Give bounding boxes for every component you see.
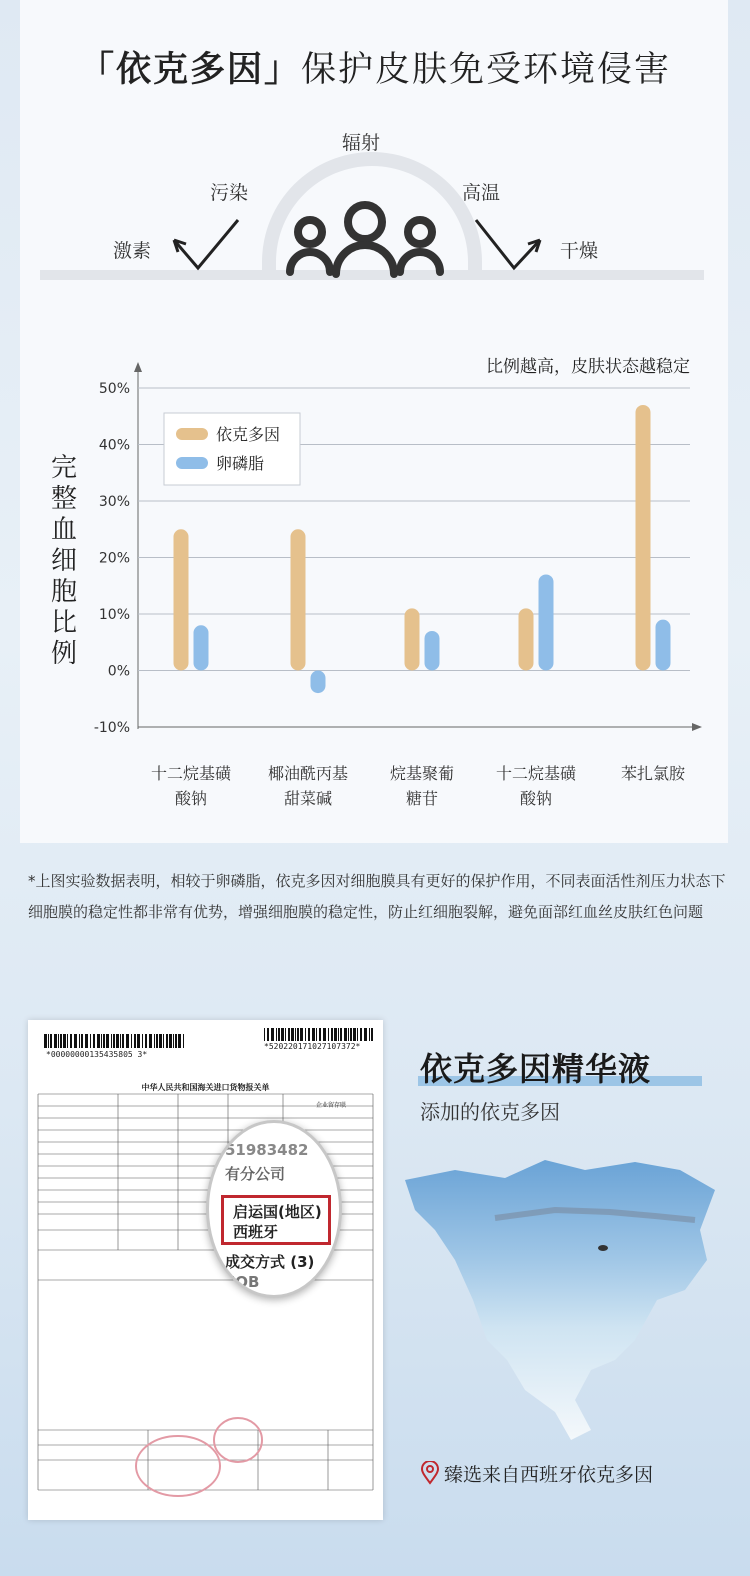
x-axis-arrow — [692, 723, 702, 731]
barcode-bar — [328, 1028, 329, 1041]
bar-lecithin — [425, 631, 440, 671]
barcode-bar — [111, 1034, 112, 1048]
barcode-bar — [58, 1034, 59, 1048]
bar-lecithin — [194, 625, 209, 670]
bar-ectoin — [291, 529, 306, 670]
y-tick-label: -10% — [93, 720, 130, 736]
barcode-bar — [145, 1034, 147, 1048]
footnote: *上图实验数据表明，相较于卵磷脂，依克多因对细胞膜具有更好的保护作用，不同表面活性剂压力状态下细胞膜的稳定性都非常有优势，增强细胞膜的稳定性，防止红细胞裂解，避免面部红血丝皮肤红色问题 — [28, 872, 726, 921]
barcode-bar — [353, 1028, 356, 1041]
y-axis-label-char: 细 — [50, 546, 78, 576]
magnifier-line-5: 成交方式 (3) — [225, 1253, 315, 1271]
barcode-bar — [156, 1034, 158, 1048]
barcode-right-number: *520220171027107372* — [264, 1042, 361, 1051]
x-tick-label: 糖苷 — [405, 789, 439, 808]
y-tick-label: 40% — [98, 437, 130, 454]
legend-label: 依克多因 — [216, 425, 281, 444]
headline-rest: 保护皮肤免受环境侵害 — [301, 50, 672, 90]
legend-box — [164, 413, 300, 485]
continent-shape — [405, 1160, 715, 1440]
origin-line — [420, 1460, 653, 1487]
barcode-bar — [285, 1028, 286, 1041]
barcode-bar — [319, 1028, 321, 1041]
barcode-bar — [154, 1034, 155, 1048]
north-america-map — [395, 1140, 725, 1440]
barcode-bar — [308, 1028, 310, 1041]
barcode-bar — [338, 1028, 339, 1041]
barcode-bar — [316, 1028, 317, 1041]
magnifier-line-1: 51983482 — [225, 1141, 309, 1159]
magnifier-line-3: 启运国(地区) — [233, 1203, 322, 1221]
barcode-bar — [106, 1034, 109, 1048]
barcode-bar — [85, 1034, 88, 1048]
customs-document — [28, 1020, 383, 1520]
barcode-bar — [173, 1034, 174, 1048]
magnifier-lens — [206, 1120, 342, 1298]
barcode-bar — [350, 1028, 352, 1041]
y-tick-label: 0% — [107, 663, 130, 680]
legend-swatch — [176, 428, 208, 440]
document-graphics — [28, 1020, 383, 1520]
barcode-bar — [79, 1034, 80, 1048]
y-tick-label: 20% — [98, 550, 130, 567]
barcode-bar — [137, 1034, 140, 1048]
magnifier-line-2: 有分公司 — [225, 1165, 286, 1183]
barcode-bar — [348, 1028, 349, 1041]
threat-dryness: 干燥 — [560, 240, 599, 262]
barcode-bar — [48, 1034, 49, 1048]
barcode-bar — [67, 1034, 68, 1048]
barcode-bar — [281, 1028, 284, 1041]
chart-title: 比例越高，皮肤状态越稳定 — [486, 357, 690, 377]
origin-text: 臻选来自西班牙依克多因 — [444, 1464, 654, 1486]
bar-lecithin — [311, 671, 326, 694]
barcode-bar — [183, 1034, 184, 1048]
barcode-bar — [159, 1034, 162, 1048]
y-axis-label-char: 例 — [50, 639, 78, 669]
barcode-bar — [90, 1034, 91, 1048]
magnifier-line-6: FOB — [225, 1273, 260, 1291]
barcode-bar — [360, 1028, 362, 1041]
bar-ectoin — [636, 405, 651, 671]
barcode-bar — [116, 1034, 119, 1048]
map-dot — [598, 1245, 608, 1251]
barcode-bar — [142, 1034, 143, 1048]
barcode-left-number: *00000000135435805 3* — [46, 1050, 148, 1059]
barcode-bar — [323, 1028, 326, 1041]
y-tick-label: 50% — [98, 381, 130, 397]
y-axis-label-char: 整 — [50, 484, 78, 514]
document-title: 中华人民共和国海关进口货物报关单 — [141, 1083, 270, 1092]
barcode-bar — [175, 1034, 177, 1048]
bar-lecithin — [539, 574, 554, 670]
bar-ectoin — [405, 608, 420, 670]
y-axis-label-char: 完 — [50, 453, 78, 483]
barcode-bar — [163, 1034, 164, 1048]
barcode-bar — [288, 1028, 290, 1041]
barcode-bar — [113, 1034, 115, 1048]
barcode-bar — [44, 1034, 47, 1048]
y-tick-label: 10% — [98, 607, 130, 623]
bar-ectoin — [174, 529, 189, 670]
barcode-bar — [297, 1028, 299, 1041]
barcode-bar — [126, 1034, 129, 1048]
barcode-bar — [81, 1034, 83, 1048]
document-copy-label: 企业留存联 — [316, 1102, 347, 1109]
barcode-bar — [295, 1028, 296, 1041]
barcode-bar — [166, 1034, 168, 1048]
barcode-bar — [276, 1028, 277, 1041]
barcode-bar — [120, 1034, 121, 1048]
x-tick-label: 酸钠 — [519, 789, 553, 808]
barcode-bar — [305, 1028, 306, 1041]
threat-pollution: 污染 — [210, 182, 249, 204]
barcode-bar — [278, 1028, 280, 1041]
product-title: 依克多因精华液 — [420, 1050, 652, 1088]
barcode-bar — [312, 1028, 315, 1041]
y-tick-label: 30% — [98, 494, 130, 510]
x-tick-label: 烷基聚葡 — [389, 764, 455, 783]
headline-brand: 「依克多因」 — [78, 50, 301, 90]
barcode-bar — [340, 1028, 342, 1041]
barcode-bar — [97, 1034, 100, 1048]
x-tick-label: 酸钠 — [174, 789, 208, 808]
barcode-left — [44, 1034, 184, 1048]
barcode-bar — [267, 1028, 269, 1041]
barcode-bar — [50, 1034, 52, 1048]
barcode-bar — [131, 1034, 132, 1048]
barcode-bar — [103, 1034, 105, 1048]
barcode-bar — [357, 1028, 358, 1041]
barcode-bar — [74, 1034, 77, 1048]
y-axis-label-char: 血 — [50, 515, 78, 545]
threat-radiation: 辐射 — [342, 132, 381, 154]
barcode-bar — [369, 1028, 370, 1041]
barcode-bar — [54, 1034, 57, 1048]
barcode-bar — [169, 1034, 172, 1048]
barcode-bar — [122, 1034, 124, 1048]
barcode-right — [264, 1028, 373, 1041]
x-tick-label: 苯扎氯胺 — [620, 764, 686, 783]
y-axis-arrow — [134, 362, 142, 372]
barcode-bar — [371, 1028, 373, 1041]
barcode-bar — [149, 1034, 152, 1048]
bar-lecithin — [656, 620, 671, 671]
barcode-bar — [70, 1034, 72, 1048]
legend-label: 卵磷脂 — [216, 454, 265, 473]
x-tick-label: 十二烷基磺 — [150, 764, 232, 783]
y-axis-label-char: 比 — [50, 608, 78, 638]
x-tick-label: 椰油酰丙基 — [267, 764, 349, 783]
barcode-bar — [93, 1034, 95, 1048]
barcode-bar — [101, 1034, 102, 1048]
barcode-bar — [178, 1034, 181, 1048]
barcode-bar — [334, 1028, 337, 1041]
bar-ectoin — [519, 608, 534, 670]
product-subtitle: 添加的依克多因 — [420, 1100, 560, 1124]
x-tick-label: 十二烷基磺 — [495, 764, 577, 783]
threat-hormone: 激素 — [113, 240, 152, 262]
legend-swatch — [176, 457, 208, 469]
location-pin-icon — [420, 1461, 440, 1485]
barcode-bar — [331, 1028, 333, 1041]
threat-heat: 高温 — [462, 182, 501, 204]
y-axis-label-char: 胞 — [50, 577, 78, 607]
barcode-bar — [60, 1034, 62, 1048]
barcode-bar — [264, 1028, 265, 1041]
magnifier-line-4: 西班牙 — [233, 1223, 279, 1241]
barcode-bar — [271, 1028, 274, 1041]
barcode-bar — [300, 1028, 303, 1041]
barcode-bar — [364, 1028, 367, 1041]
barcode-bar — [63, 1034, 66, 1048]
barcode-bar — [134, 1034, 136, 1048]
barcode-bar — [291, 1028, 294, 1041]
barcode-bar — [344, 1028, 347, 1041]
x-tick-label: 甜菜碱 — [283, 789, 333, 808]
document-seal — [136, 1418, 262, 1496]
